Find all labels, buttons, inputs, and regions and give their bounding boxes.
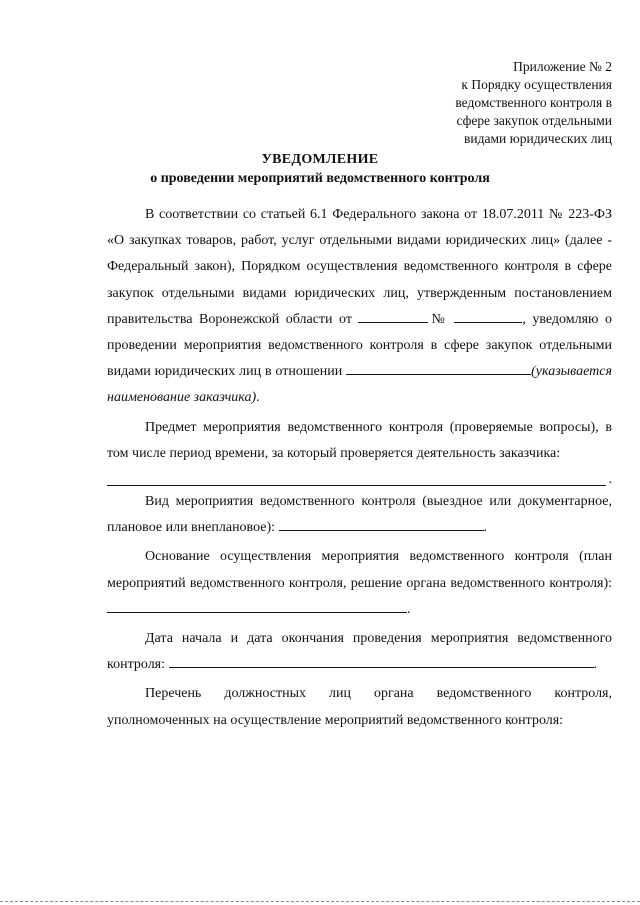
paragraph-dates	[107, 626, 612, 678]
document-title: УВЕДОМЛЕНИЕ	[261, 152, 379, 167]
intro-text-a: В соответствии со статьей 6.1 Федерального закона от 18.07.2011 № 223-ФЗ «О закупках товаров, работ, услуг отдельными видами юридических лиц» (далее - Федеральный закон), Порядком осуществления ведомственного контроля в сфере закупок отдельными видами юридических лиц, утвержденным постановлением правительства Воронежской области от	[107, 207, 612, 327]
number-blank	[454, 308, 522, 323]
type-blank	[279, 516, 484, 531]
paragraph-basis	[107, 544, 612, 623]
subject-text: Предмет мероприятия ведомственного контроля (проверяемые вопросы), в том числе период времени, за который проверяется деятельность заказчика:	[107, 419, 612, 461]
document-body	[107, 202, 612, 734]
subject-blank	[107, 467, 606, 486]
type-end: .	[483, 520, 488, 536]
type-text: Вид мероприятия ведомственного контроля (выездное или документарное, плановое или внеплановое):	[107, 494, 612, 536]
basis-text: Основание осуществления мероприятия ведомственного контроля (план мероприятий ведомственного контроля, решение органа ведомственного контроля):	[107, 549, 612, 591]
subject-end: .	[608, 472, 612, 488]
dates-blank	[169, 653, 594, 668]
basis-end: .	[407, 601, 411, 617]
appendix-header	[382, 58, 612, 148]
appendix-line: Приложение № 2	[513, 59, 612, 74]
appendix-line: сфере закупок отдельными	[456, 113, 612, 128]
dates-end: .	[593, 657, 598, 673]
intro-end: .	[256, 390, 260, 406]
page-bottom-divider	[0, 901, 640, 903]
appendix-line: ведомственного контроля в	[455, 95, 612, 110]
appendix-line: к Порядку осуществления	[461, 77, 612, 92]
number-sign: №	[428, 311, 448, 327]
customer-blank	[346, 360, 531, 375]
officials-text: Перечень должностных лиц органа ведомственного контроля, уполномоченных на осуществление мероприятий ведомственного контроля:	[107, 686, 612, 728]
paragraph-type	[107, 489, 612, 541]
document-subtitle: о проведении мероприятий ведомственного контроля	[150, 171, 490, 186]
basis-blank	[107, 598, 407, 613]
date-blank	[358, 308, 428, 323]
dates-text: Дата начала и дата окончания проведения мероприятия ведомственного контроля:	[107, 631, 612, 673]
paragraph-subject	[107, 415, 612, 467]
appendix-line: видами юридических лиц	[464, 131, 612, 146]
paragraph-officials	[107, 681, 612, 733]
intro-text-b: , уведомляю о проведении мероприятия ведомственного контроля в сфере закупок отдельными видами юридических лиц в отношении	[107, 311, 612, 380]
customer-name-note: (указывается наименование заказчика)	[107, 364, 613, 406]
paragraph-intro	[107, 202, 612, 412]
subject-line	[107, 467, 612, 486]
